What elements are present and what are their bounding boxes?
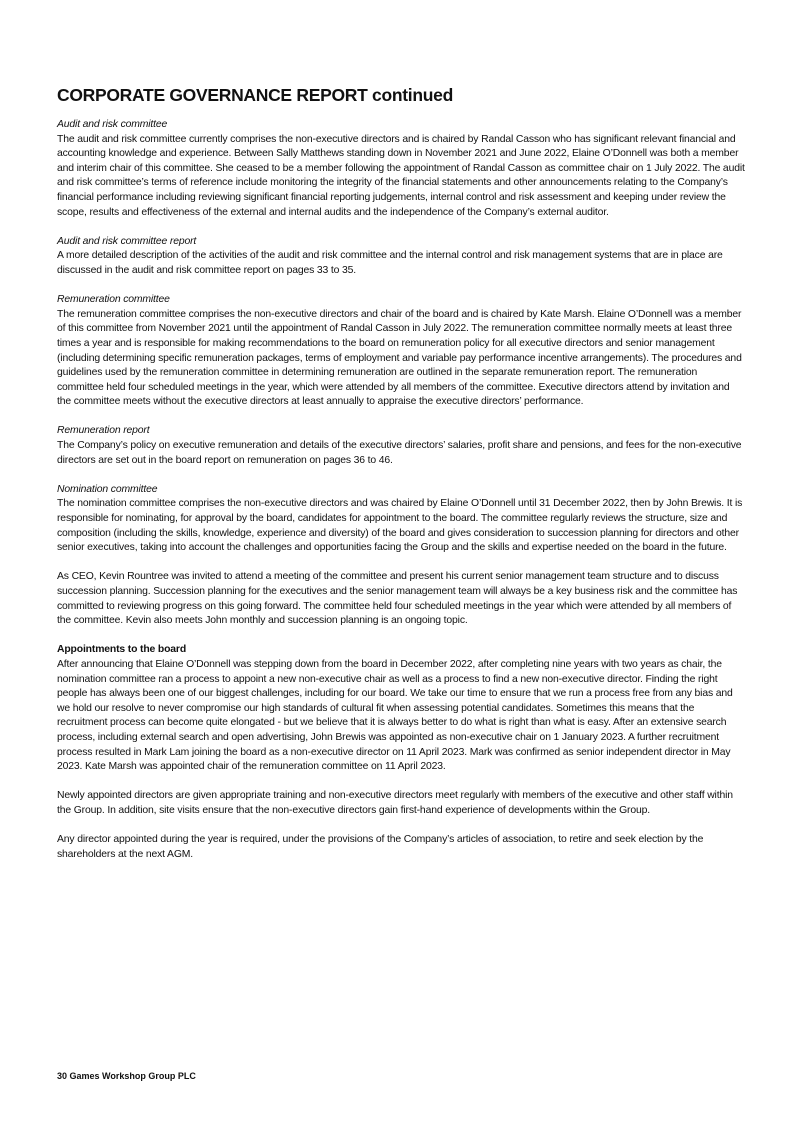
section-paragraph: After announcing that Elaine O’Donnell was stepping down from the board in December 2022, after completing nine years with two years as chair, the nomination committee ran a process to appoint a new non-executive chair as well as a process to find a new non-executive director. Finding the right people has always been one of our biggest challenges, including for our board. We take our time to ensure that we run a process free from any bias and we hold our resolve to never compromise our high standards of cultural fit when assessing potential candidates. Sometimes this means that the recruitment process can become quite elongated - but we believe that it is always better to do what is right than what is easy. After an extensive search process, including external search and open advertising, John Brewis was appointed as non-executive chair on 1 January 2023. A further recruitment process resulted in Mark Lam joining the board as a non-executive director on 11 April 2023. Mark was confirmed as senior independent director in May 2023. Kate Marsh was appointed chair of the remuneration committee on 11 April 2023.	[57, 658, 733, 773]
section-heading: Appointments to the board	[57, 644, 187, 656]
page-title: CORPORATE GOVERNANCE REPORT continued	[57, 85, 453, 105]
report-body	[57, 118, 745, 877]
section-director-training	[57, 789, 745, 818]
section-paragraph: Any director appointed during the year is required, under the provisions of the Company’s articles of association, to retire and seek election by the shareholders at the next AGM.	[57, 834, 704, 860]
section-director-election	[57, 833, 745, 862]
page-footer: 30 Games Workshop Group PLC	[57, 1071, 196, 1081]
section-paragraph: The audit and risk committee currently comprises the non-executive directors and is chaired by Randal Casson who has significant relevant financial and accounting knowledge and experience. Between Sally Matthews standing down in November 2021 and June 2022, Elaine O’Donnell was both a member and interim chair of this committee. She ceased to be a member following the appointment of Randal Casson as committee chair on 1 July 2022. The audit and risk committee’s terms of reference include monitoring the integrity of the financial statements and other announcements relating to the Company’s financial performance including reviewing significant financial reporting judgements, internal control and risk assessment and keeping under review the scope, results and effectiveness of the external and internal audits and the independence of the Company’s external auditor.	[57, 133, 745, 218]
section-paragraph: The nomination committee comprises the non-executive directors and was chaired by Elaine O’Donnell until 31 December 2022, then by John Brewis. It is responsible for nominating, for approval by the board, candidates for appointment to the board. The committee regularly reviews the structure, size and composition (including the skills, knowledge, experience and diversity) of the board and gives consideration to succession planning for directors and other senior executives, taking into account the challenges and opportunities facing the Group and the skills and expertise needed on the board in the future.	[57, 498, 743, 554]
section-remuneration-report	[57, 424, 745, 468]
section-paragraph: As CEO, Kevin Rountree was invited to attend a meeting of the committee and present his current senior management team structure and to discuss succession planning. Succession planning for the executives and the senior management team will always be a key business risk and the committee has committed to reviewing progress on this going forward. The committee held four scheduled meetings in the year which were attended by all members of the committee. Kevin also meets John monthly and succession planning is an ongoing topic.	[57, 571, 738, 627]
section-heading: Remuneration report	[57, 425, 150, 437]
section-heading: Audit and risk committee	[57, 119, 168, 130]
section-audit-risk-committee	[57, 118, 745, 220]
section-heading: Audit and risk committee report	[57, 235, 197, 247]
section-nomination-committee	[57, 483, 745, 556]
section-remuneration-committee	[57, 293, 745, 410]
section-paragraph: A more detailed description of the activities of the audit and risk committee and the internal control and risk management systems that are in place are discussed in the audit and risk committee report on pages 33 to 35.	[57, 250, 723, 276]
section-appointments-to-board	[57, 643, 745, 774]
section-heading: Nomination committee	[57, 483, 158, 495]
section-heading: Remuneration committee	[57, 294, 170, 306]
section-paragraph: The remuneration committee comprises the non-executive directors and chair of the board and is chaired by Kate Marsh. Elaine O’Donnell was a member of this committee from November 2021 until the appointment of Randal Casson in July 2022. The remuneration committee normally meets at least three times a year and is responsible for making recommendations to the board on remuneration policy for all executive directors and senior management (including determining specific remuneration packages, terms of employment and variable pay performance incentive arrangements). The procedures and guidelines used by the remuneration committee in determining remuneration are outlined in the separate remuneration report. The remuneration committee held four scheduled meetings in the year, which were attended by all members of the committee. Executive directors attend by invitation and the committee meets without the executive directors at least annually to appraise the executive directors’ performance.	[57, 308, 742, 408]
section-paragraph: The Company’s policy on executive remuneration and details of the executive directors’ salaries, profit share and pensions, and fees for the non-executive directors are set out in the board report on remuneration on pages 36 to 46.	[57, 440, 742, 466]
section-audit-risk-committee-report	[57, 235, 745, 279]
section-paragraph: Newly appointed directors are given appropriate training and non-executive directors meet regularly with members of the executive and other staff within the Group. In addition, site visits ensure that the non-executive directors gain first-hand experience of developments within the Group.	[57, 790, 733, 816]
section-succession-planning	[57, 570, 745, 628]
